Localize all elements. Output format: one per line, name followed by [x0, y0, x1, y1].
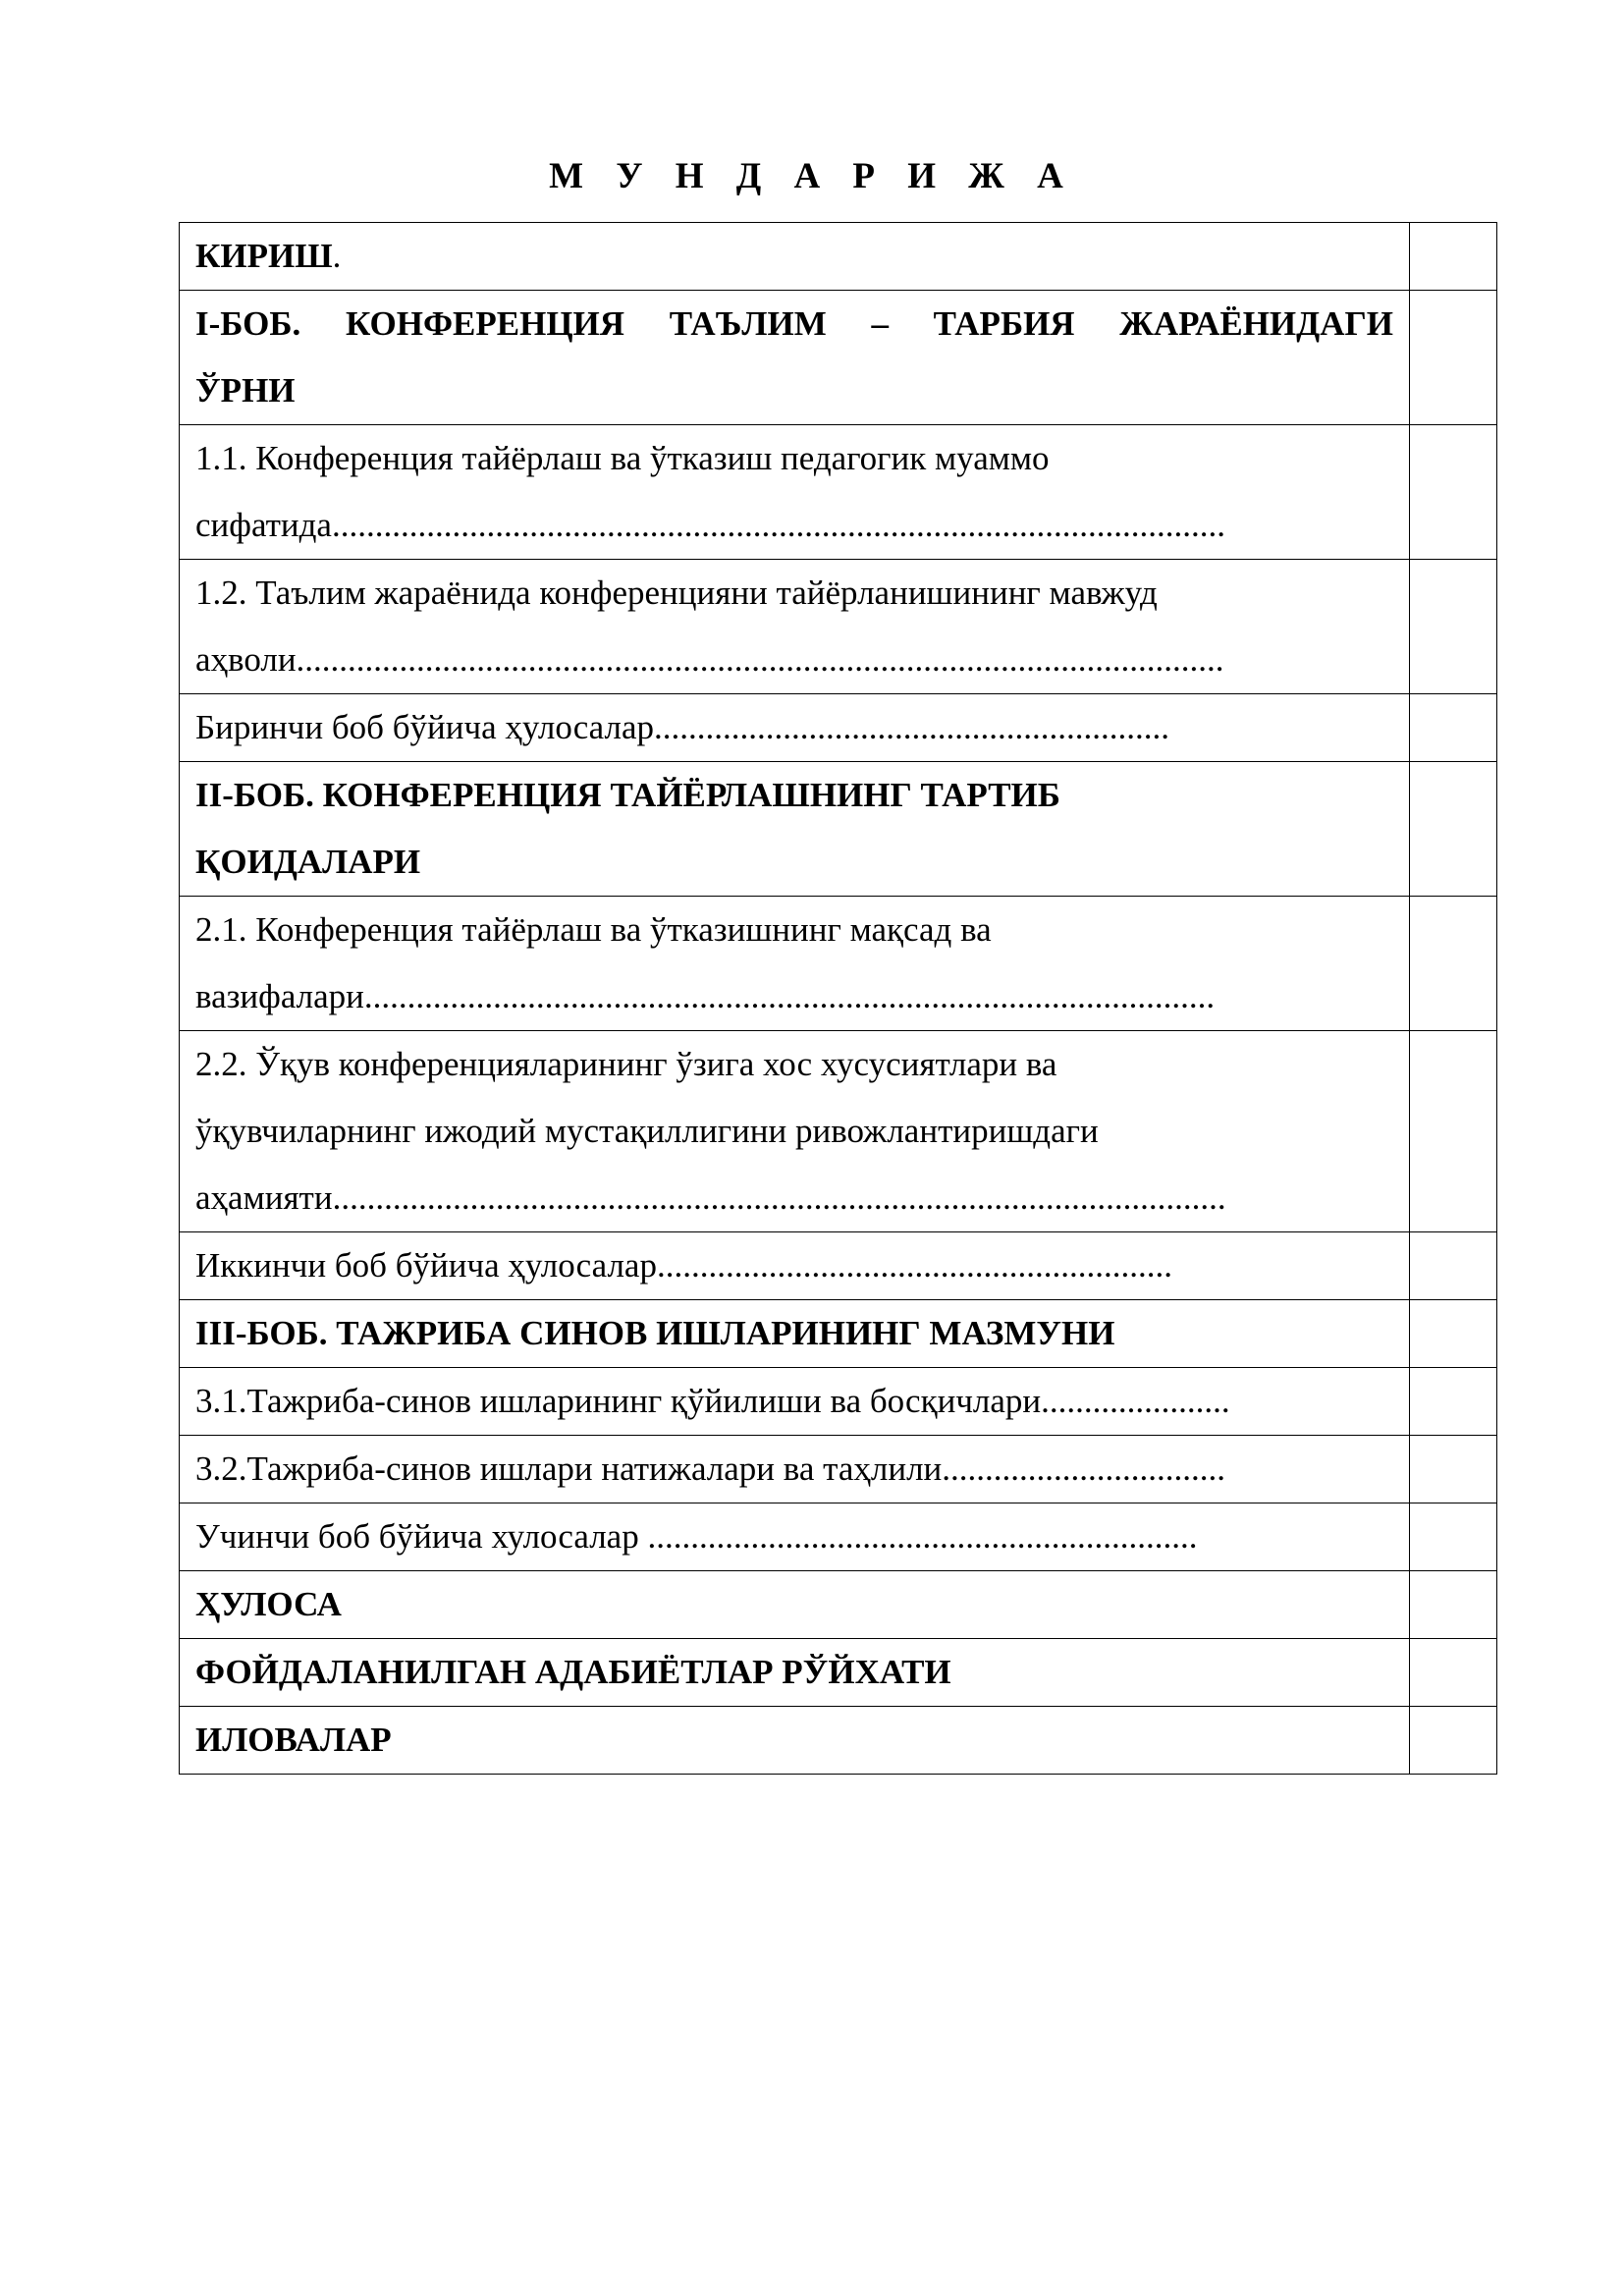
toc-row-conclusion-1: [180, 694, 1497, 762]
toc-entry-line: II-БОБ. КОНФЕРЕНЦИЯ ТАЙЁРЛАШНИНГ ТАРТИБ: [195, 776, 1060, 814]
toc-row-appendices: [180, 1707, 1497, 1775]
toc-row-section-2-1: [180, 897, 1497, 1031]
toc-page-cell: [1410, 897, 1497, 1031]
toc-page-cell: [1410, 1707, 1497, 1775]
toc-row-section-3-1: [180, 1368, 1497, 1436]
toc-page-cell: [1410, 762, 1497, 897]
toc-entry: [180, 223, 1410, 291]
toc-entry-title: КИРИШ: [195, 237, 333, 275]
toc-page-cell: [1410, 291, 1497, 425]
toc-row-conclusion-3: [180, 1503, 1497, 1571]
toc-entry-line: ЎРНИ: [195, 371, 296, 410]
toc-entry-line: аҳволи............................................................................................................: [195, 640, 1224, 679]
toc-entry: [180, 425, 1410, 560]
toc-entry-line: 2.2. Ўқув конференцияларининг ўзига хос хусусиятлари ва: [195, 1045, 1057, 1083]
toc-row-section-2-2: [180, 1031, 1497, 1232]
toc-row-conclusion-2: [180, 1232, 1497, 1300]
toc-entry: [180, 291, 1410, 425]
toc-entry-line: I-БОБ. КОНФЕРЕНЦИЯ ТАЪЛИМ – ТАРБИЯ ЖАРАЁНИДАГИ: [195, 304, 1393, 343]
toc-entry-line: ўқувчиларнинг ижодий мустақиллигини ривожлантиришдаги: [195, 1112, 1099, 1150]
toc-row-chapter-2: [180, 762, 1497, 897]
toc-row-section-1-1: [180, 425, 1497, 560]
toc-entry-line: аҳамияти........................................................................................................: [195, 1178, 1226, 1217]
toc-entry: ҲУЛОСА: [180, 1571, 1410, 1639]
toc-row-section-1-2: [180, 560, 1497, 694]
toc-row-chapter-1: [180, 291, 1497, 425]
toc-row-summary: [180, 1571, 1497, 1639]
toc-page-cell: [1410, 1503, 1497, 1571]
toc-entry: III-БОБ. ТАЖРИБА СИНОВ ИШЛАРИНИНГ МАЗМУНИ: [180, 1300, 1410, 1368]
toc-entry-line: 2.1. Конференция тайёрлаш ва ўтказишнинг мақсад ва: [195, 910, 992, 949]
toc-row-references: [180, 1639, 1497, 1707]
toc-page-cell: [1410, 694, 1497, 762]
toc-entry: Биринчи боб бўйича ҳулосалар............................................................: [180, 694, 1410, 762]
toc-page-cell: [1410, 1368, 1497, 1436]
toc-page-cell: [1410, 223, 1497, 291]
toc-page-cell: [1410, 1571, 1497, 1639]
toc-entry: 3.2.Тажриба-синов ишлари натижалари ва таҳлили.................................: [180, 1436, 1410, 1503]
toc-entry: Учинчи боб бўйича хулосалар ................................................................: [180, 1503, 1410, 1571]
toc-entry: ФОЙДАЛАНИЛГАН АДАБИЁТЛАР РЎЙХАТИ: [180, 1639, 1410, 1707]
toc-page-cell: [1410, 1232, 1497, 1300]
toc-entry: [180, 897, 1410, 1031]
toc-entry: [180, 1031, 1410, 1232]
toc-page-cell: [1410, 560, 1497, 694]
toc-entry-line: 1.2. Таълим жараёнида конференцияни тайёрланишининг мавжуд: [195, 574, 1158, 612]
toc-page-cell: [1410, 425, 1497, 560]
toc-page-cell: [1410, 1436, 1497, 1503]
toc-page-cell: [1410, 1639, 1497, 1707]
toc-entry: ИЛОВАЛАР: [180, 1707, 1410, 1775]
toc-entry: 3.1.Тажриба-синов ишларининг қўйилиши ва босқичлари......................: [180, 1368, 1410, 1436]
toc-row-introduction: [180, 223, 1497, 291]
toc-entry: [180, 762, 1410, 897]
toc-page-cell: [1410, 1300, 1497, 1368]
toc-entry-line: вазифалари...................................................................................................: [195, 977, 1216, 1015]
toc-entry: Иккинчи боб бўйича ҳулосалар............................................................: [180, 1232, 1410, 1300]
page-title: М У Н Д А Р И Ж А: [549, 156, 1075, 196]
toc-row-section-3-2: [180, 1436, 1497, 1503]
toc-entry-line: 1.1. Конференция тайёрлаш ва ўтказиш педагогик муаммо: [195, 439, 1050, 477]
toc-entry-suffix: .: [332, 237, 342, 275]
toc-row-chapter-3: [180, 1300, 1497, 1368]
toc-entry: [180, 560, 1410, 694]
toc-entry-line: сифатида........................................................................................................: [195, 506, 1225, 544]
toc-entry-line: ҚОИДАЛАРИ: [195, 843, 421, 881]
table-of-contents: [179, 222, 1497, 1775]
toc-page-cell: [1410, 1031, 1497, 1232]
